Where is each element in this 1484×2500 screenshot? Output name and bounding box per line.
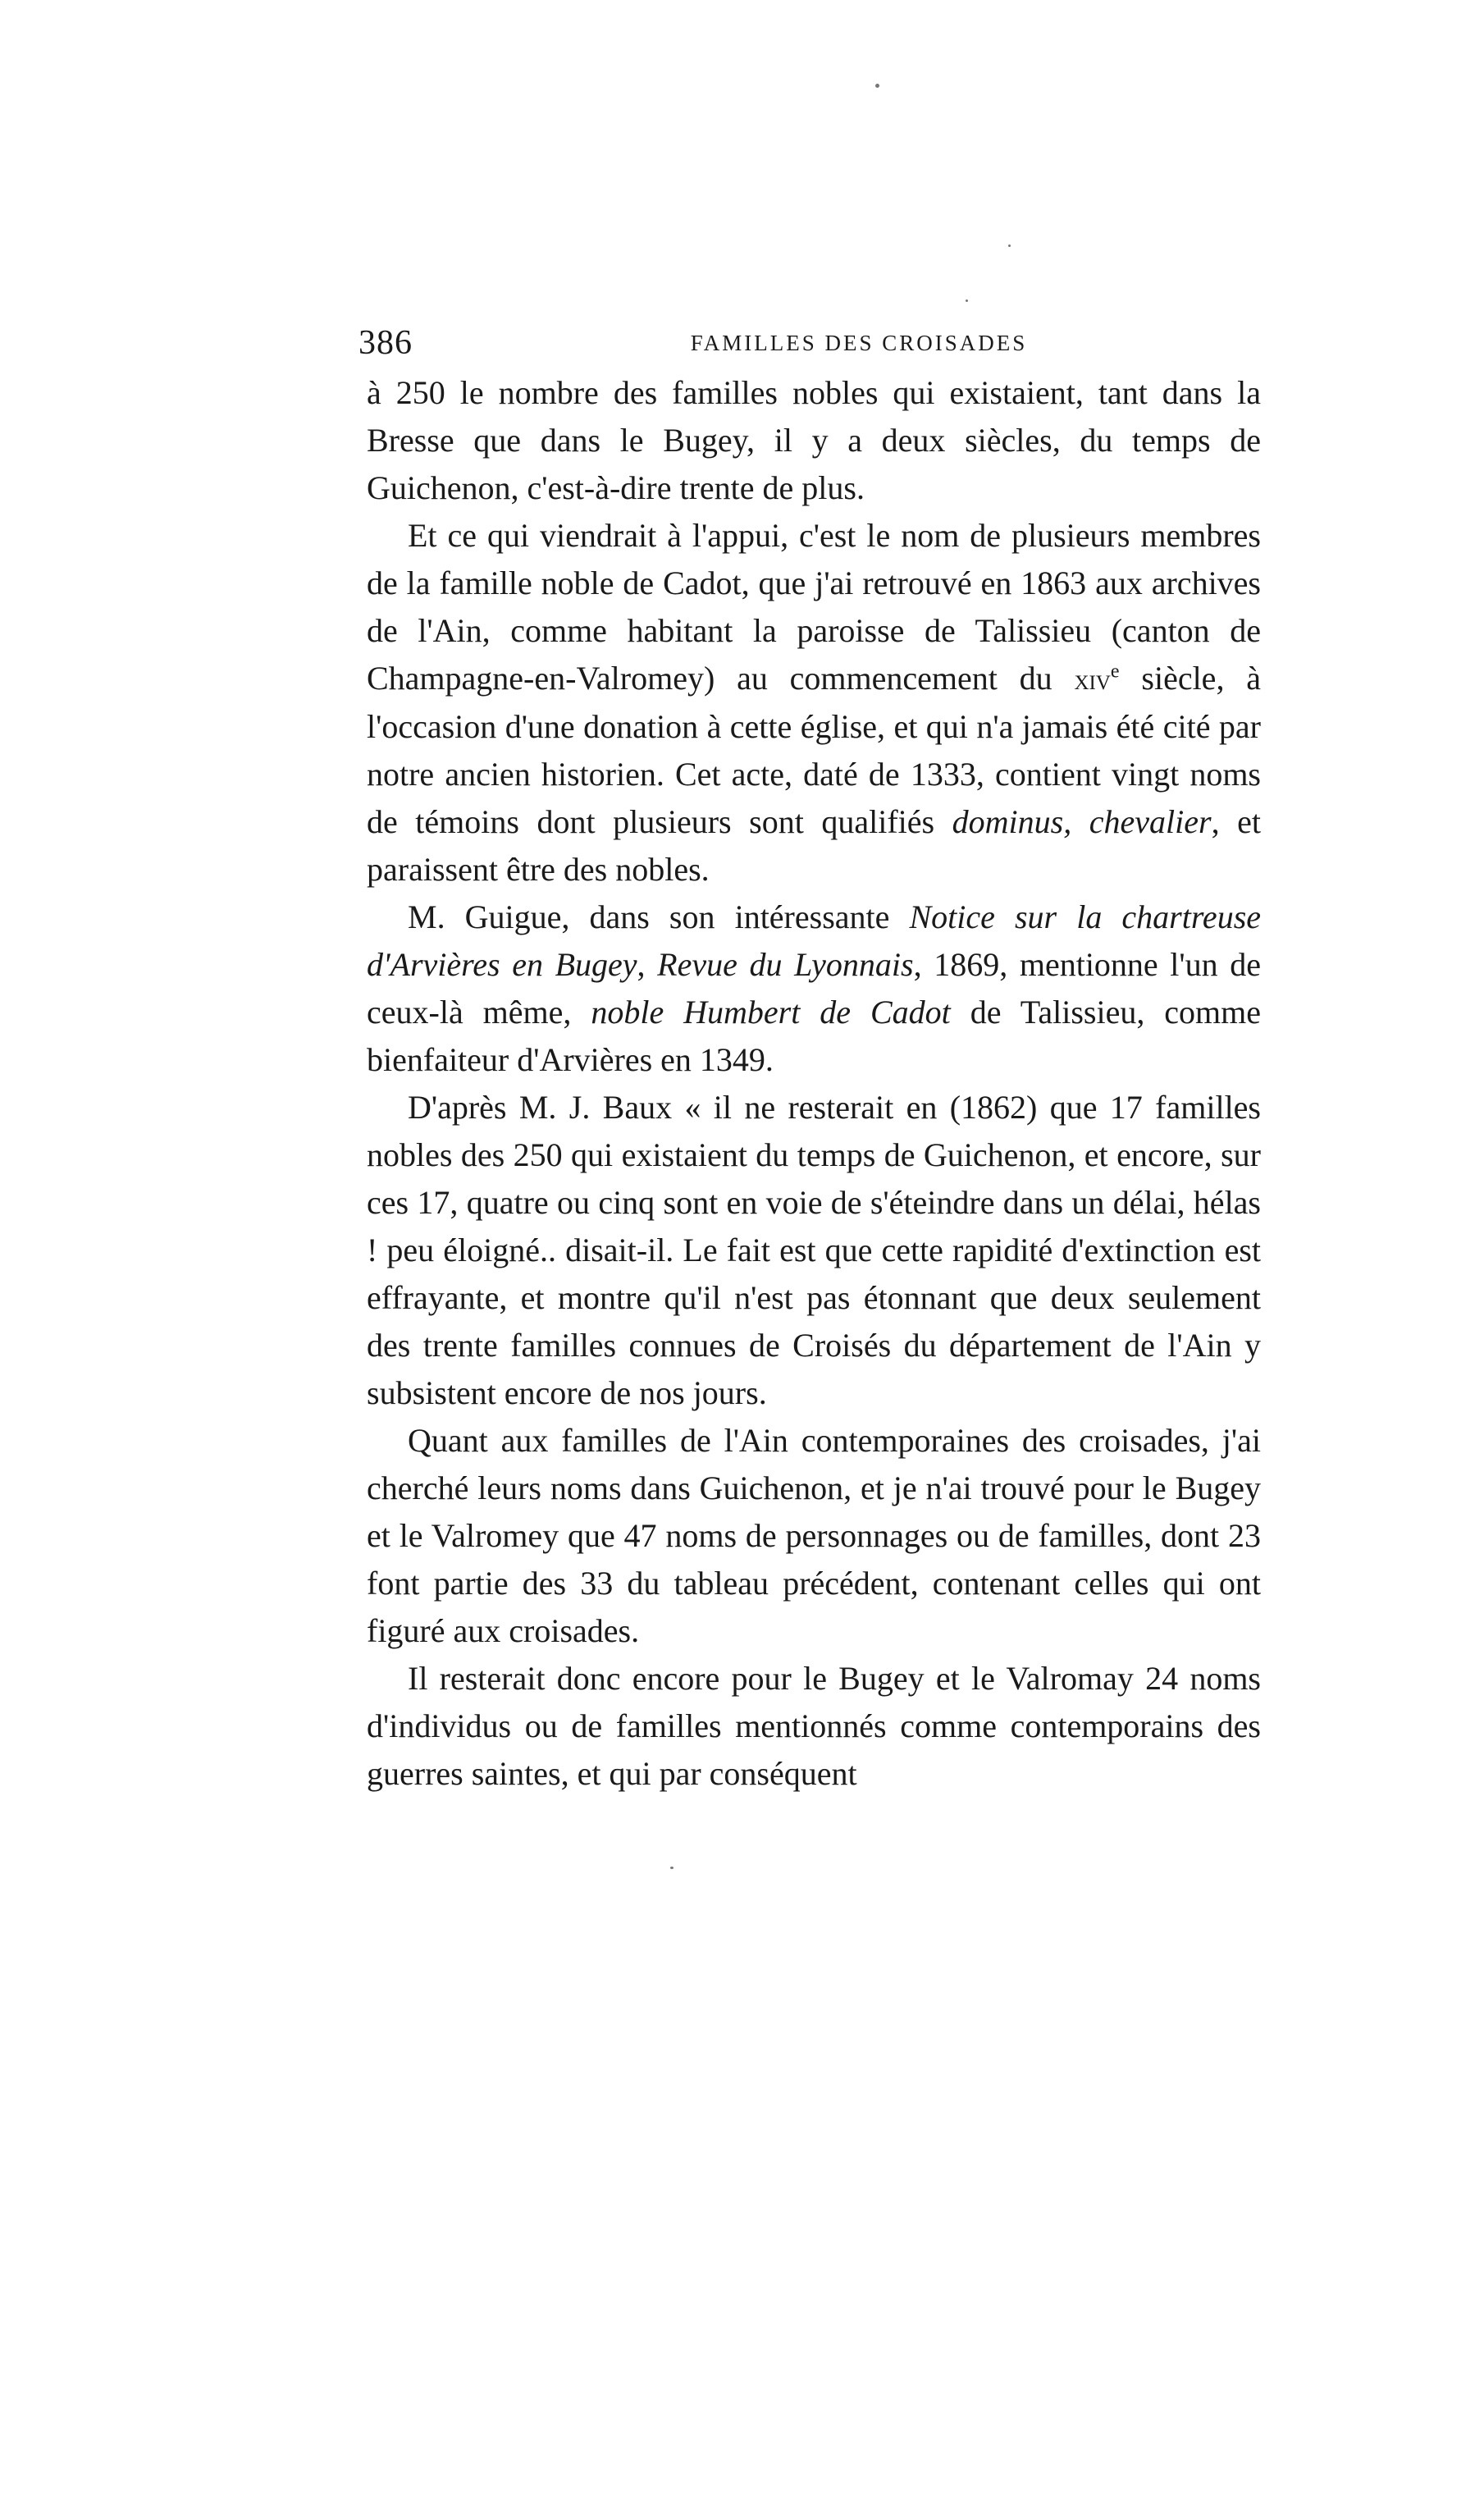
scan-speck [875,84,879,88]
paragraph-5: Quant aux familles de l'Ain contemporaines des croisades, j'ai cherché leurs noms dans Guichenon, et je n'ai trouvé pour le Bugey et le Valromey que 47 noms de personnages ou de familles, dont 23 font partie des 33 du tableau précédent, contenant celles qui ont figuré aux croisades. [367,1422,1261,1649]
italic-qualifier: dominus, chevalier [952,803,1212,840]
paragraph-4: D'après M. J. Baux « il ne resterait en (1862) que 17 familles nobles des 250 qui existaient du temps de Guichenon, et encore, sur ces 17, quatre ou cinq sont en voie de s'éteindre dans un délai, hélas ! peu éloigné.. disait-il. Le fait est que cette rapidité d'extinction est effrayante, et montre qu'il n'est pas étonnant que deux seulement des trente familles connues de Croisés du département de l'Ain y subsistent encore de nos jours. [367,1089,1261,1411]
century-numeral: xiv [1074,663,1111,696]
page-number: 386 [358,324,413,362]
century-superscript: e [1110,660,1120,683]
paragraph-6: Il resterait donc encore pour le Bugey et le Valromay 24 noms d'individus ou de familles mentionnés comme contemporains des guerres saintes, et qui par conséquent [367,1660,1261,1792]
scan-speck [1008,245,1011,247]
paragraph-1: à 250 le nombre des familles nobles qui existaient, tant dans la Bresse que dans le Bugey, il y a deux siècles, du temps de Guichenon, c'est-à-dire trente de plus. [367,374,1261,506]
italic-journal-title: Revue du Lyonnais [657,946,914,983]
italic-person-name: noble Humbert de Cadot [591,994,951,1031]
scan-speck [966,299,968,302]
italic-notice-title: Notice sur la chartreuse d'Arvières en Bugey [367,898,1262,983]
running-head [358,318,1269,368]
running-title: FAMILLES DES CROISADES [690,331,1028,355]
paragraph-2: Et ce qui viendrait à l'appui, c'est le nom de plusieurs membres de la famille noble de Cadot, que j'ai retrouvé en 1863 aux archives de l'Ain, comme habitant la paroisse de Talissieu (canton de Champagne-en-Valromey) au commencement du xiv$^e$ siècle, à l'occasion d'une donation à cette église, et qui n'a jamais été cité par notre ancien historien. Cet acte, daté de 1333, contient vingt noms de témoins dont plusieurs sont qualifiés dominus, chevalier, et paraissent être des nobles. [367,517,1261,888]
scan-speck [670,1867,674,1869]
body-text [367,369,1261,1798]
paragraph-3: M. Guigue, dans son intéressante Notice sur la chartreuse d'Arvières en Bugey, Revue du Lyonnais, 1869, mentionne l'un de ceux-là même, noble Humbert de Cadot de Talissieu, comme bienfaiteur d'Arvières en 1349. [367,898,1262,1078]
